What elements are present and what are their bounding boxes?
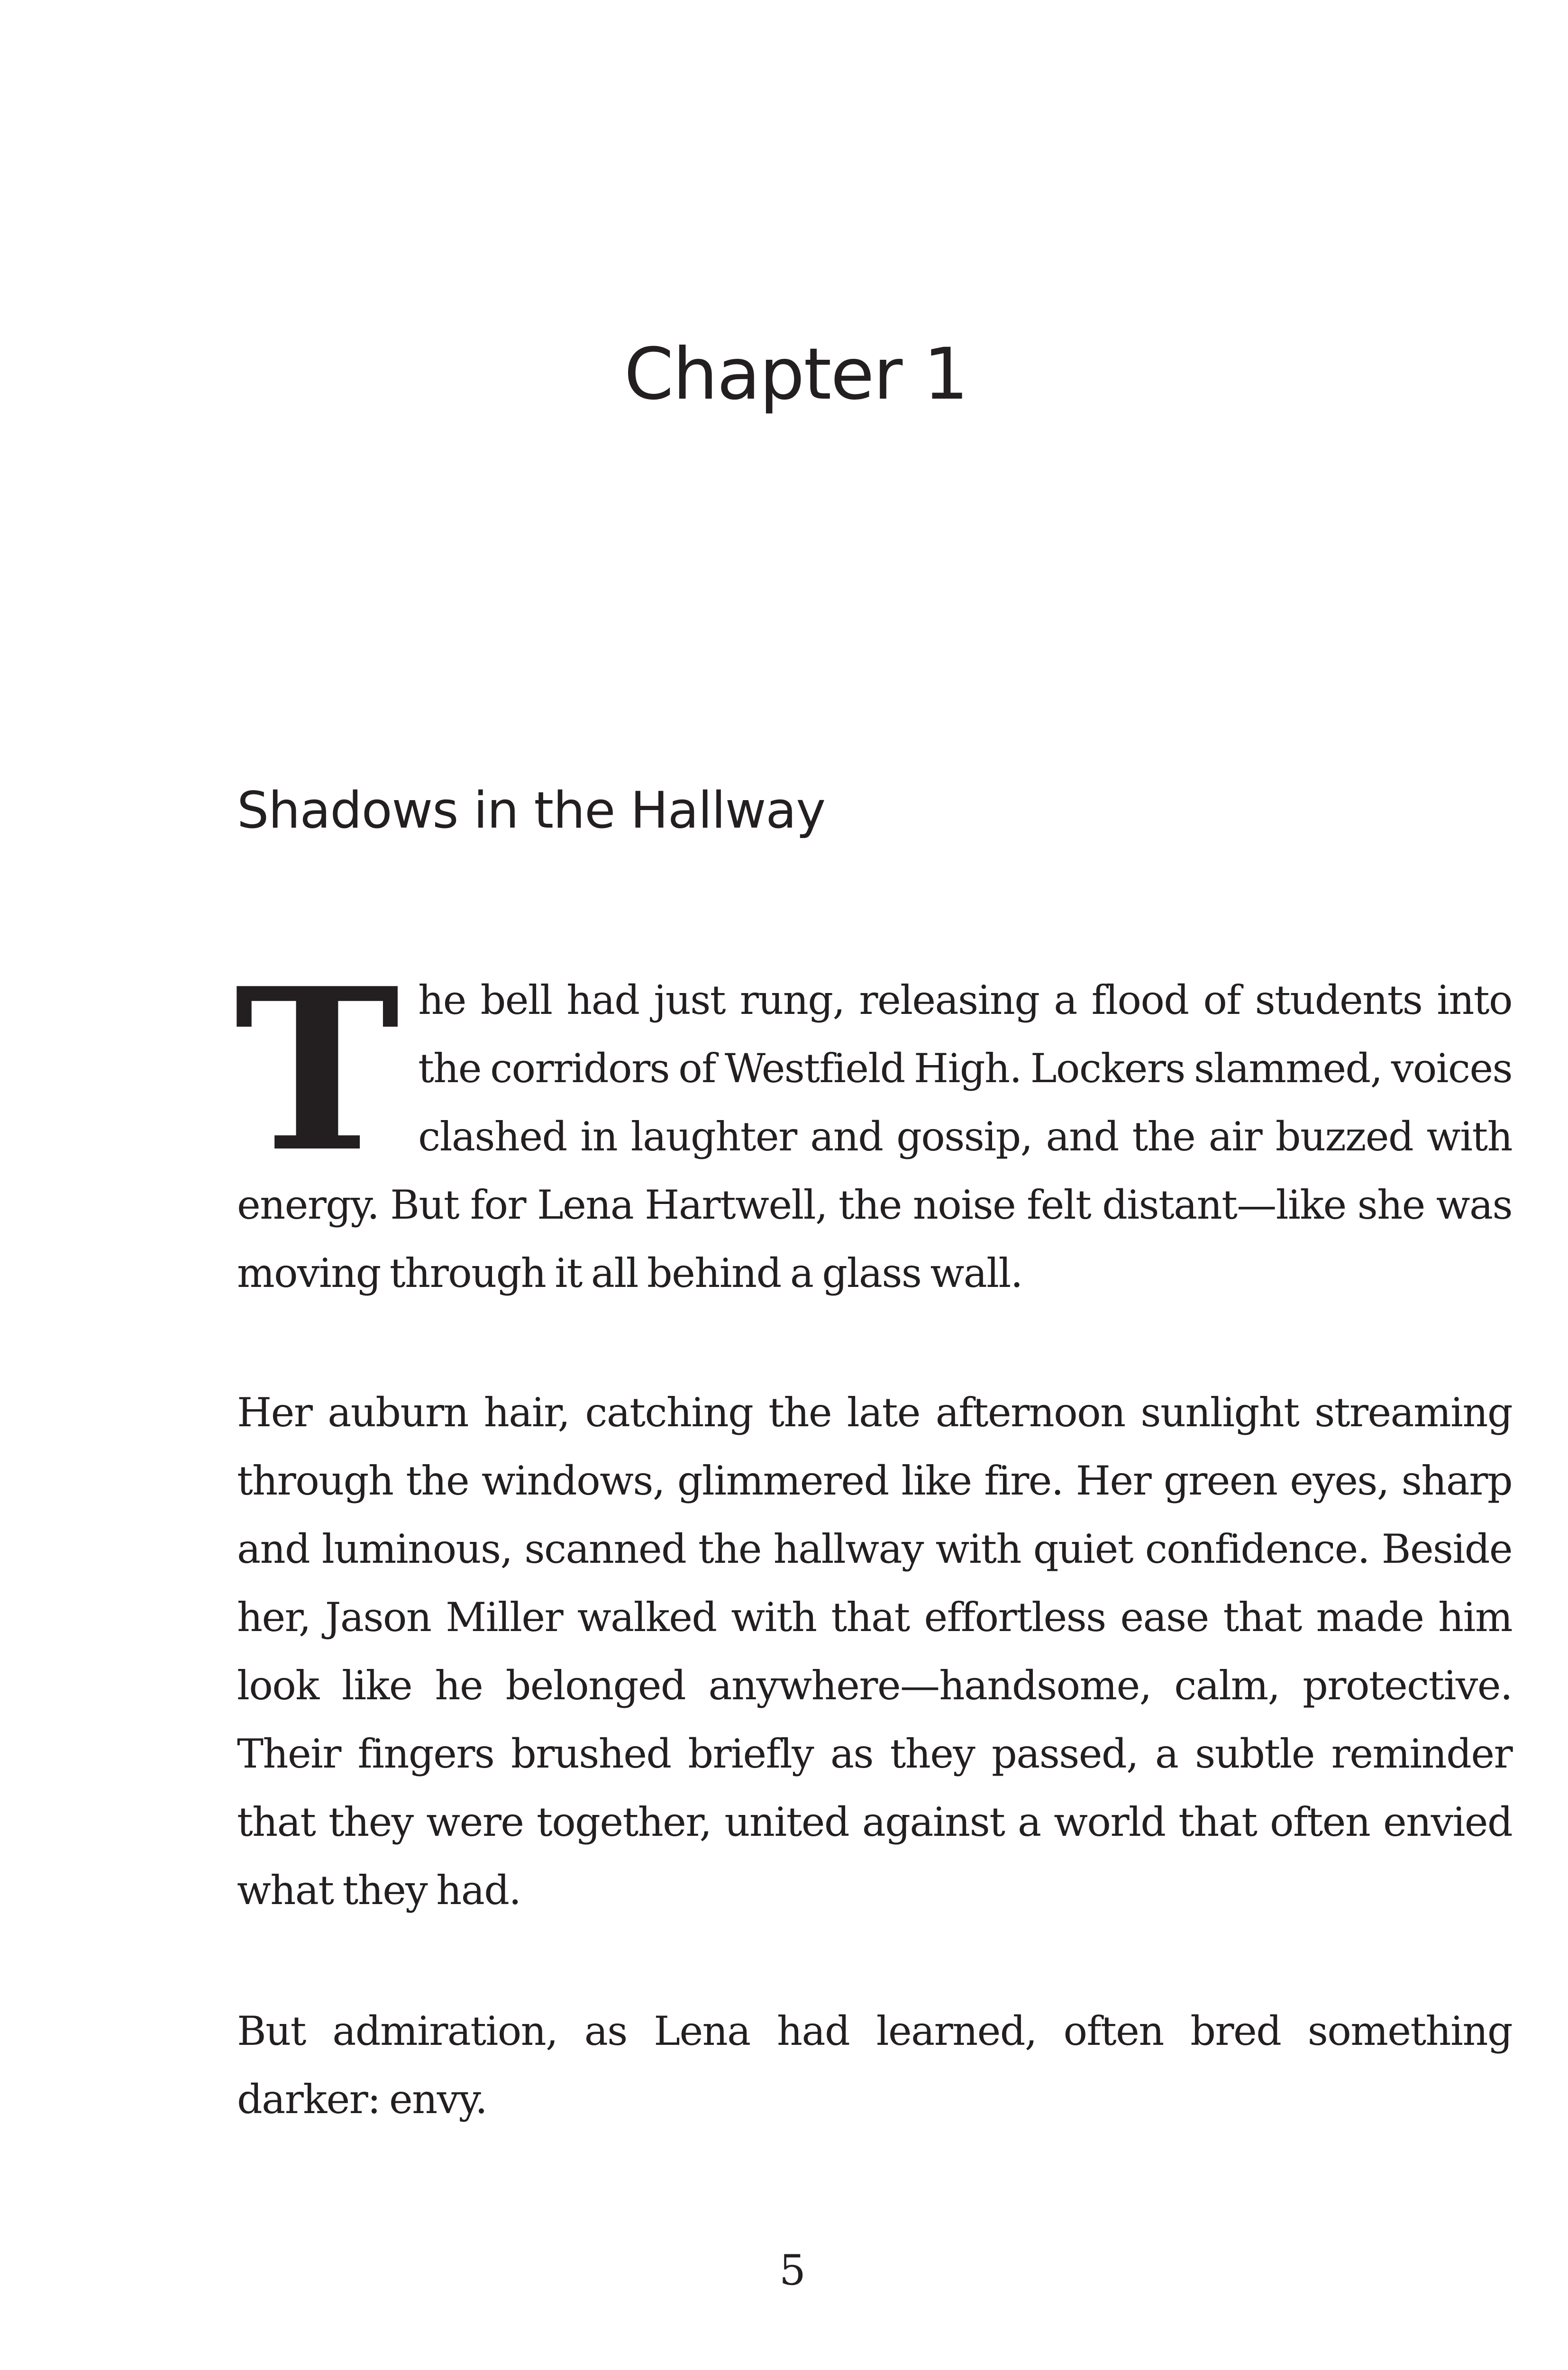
paragraph-1-text: he bell had just rung, releasing a flood of students into the corridors of Westfield High. Lockers slammed, voices clashed in laughter and gossip, and the air buzzed with energy. But for Lena Hartwell, the noise felt distant—like she was moving through it all behind a glass wall.	[237, 977, 1512, 1296]
chapter-title: Chapter 1	[624, 333, 968, 416]
page-number: 5	[779, 2246, 806, 2295]
drop-cap-letter: T	[234, 939, 400, 1201]
paragraph-2: Her auburn hair, catching the late afternoon sunlight streaming through the windows, glimmered like fire. Her green eyes, sharp and luminous, scanned the hallway with quiet confidence. Beside her, Jason Miller walked with that effortless ease that made him look like he belonged anywhere—handsome, calm, protective. Their fingers brushed briefly as they passed, a subtle reminder that they were together, united against a world that often envied what they had.	[237, 1389, 1512, 1914]
paragraph-3: But admiration, as Lena had learned, often bred something darker: envy.	[237, 2008, 1512, 2123]
section-title: Shadows in the Hallway	[237, 781, 826, 839]
paragraph-1	[234, 939, 1512, 1307]
